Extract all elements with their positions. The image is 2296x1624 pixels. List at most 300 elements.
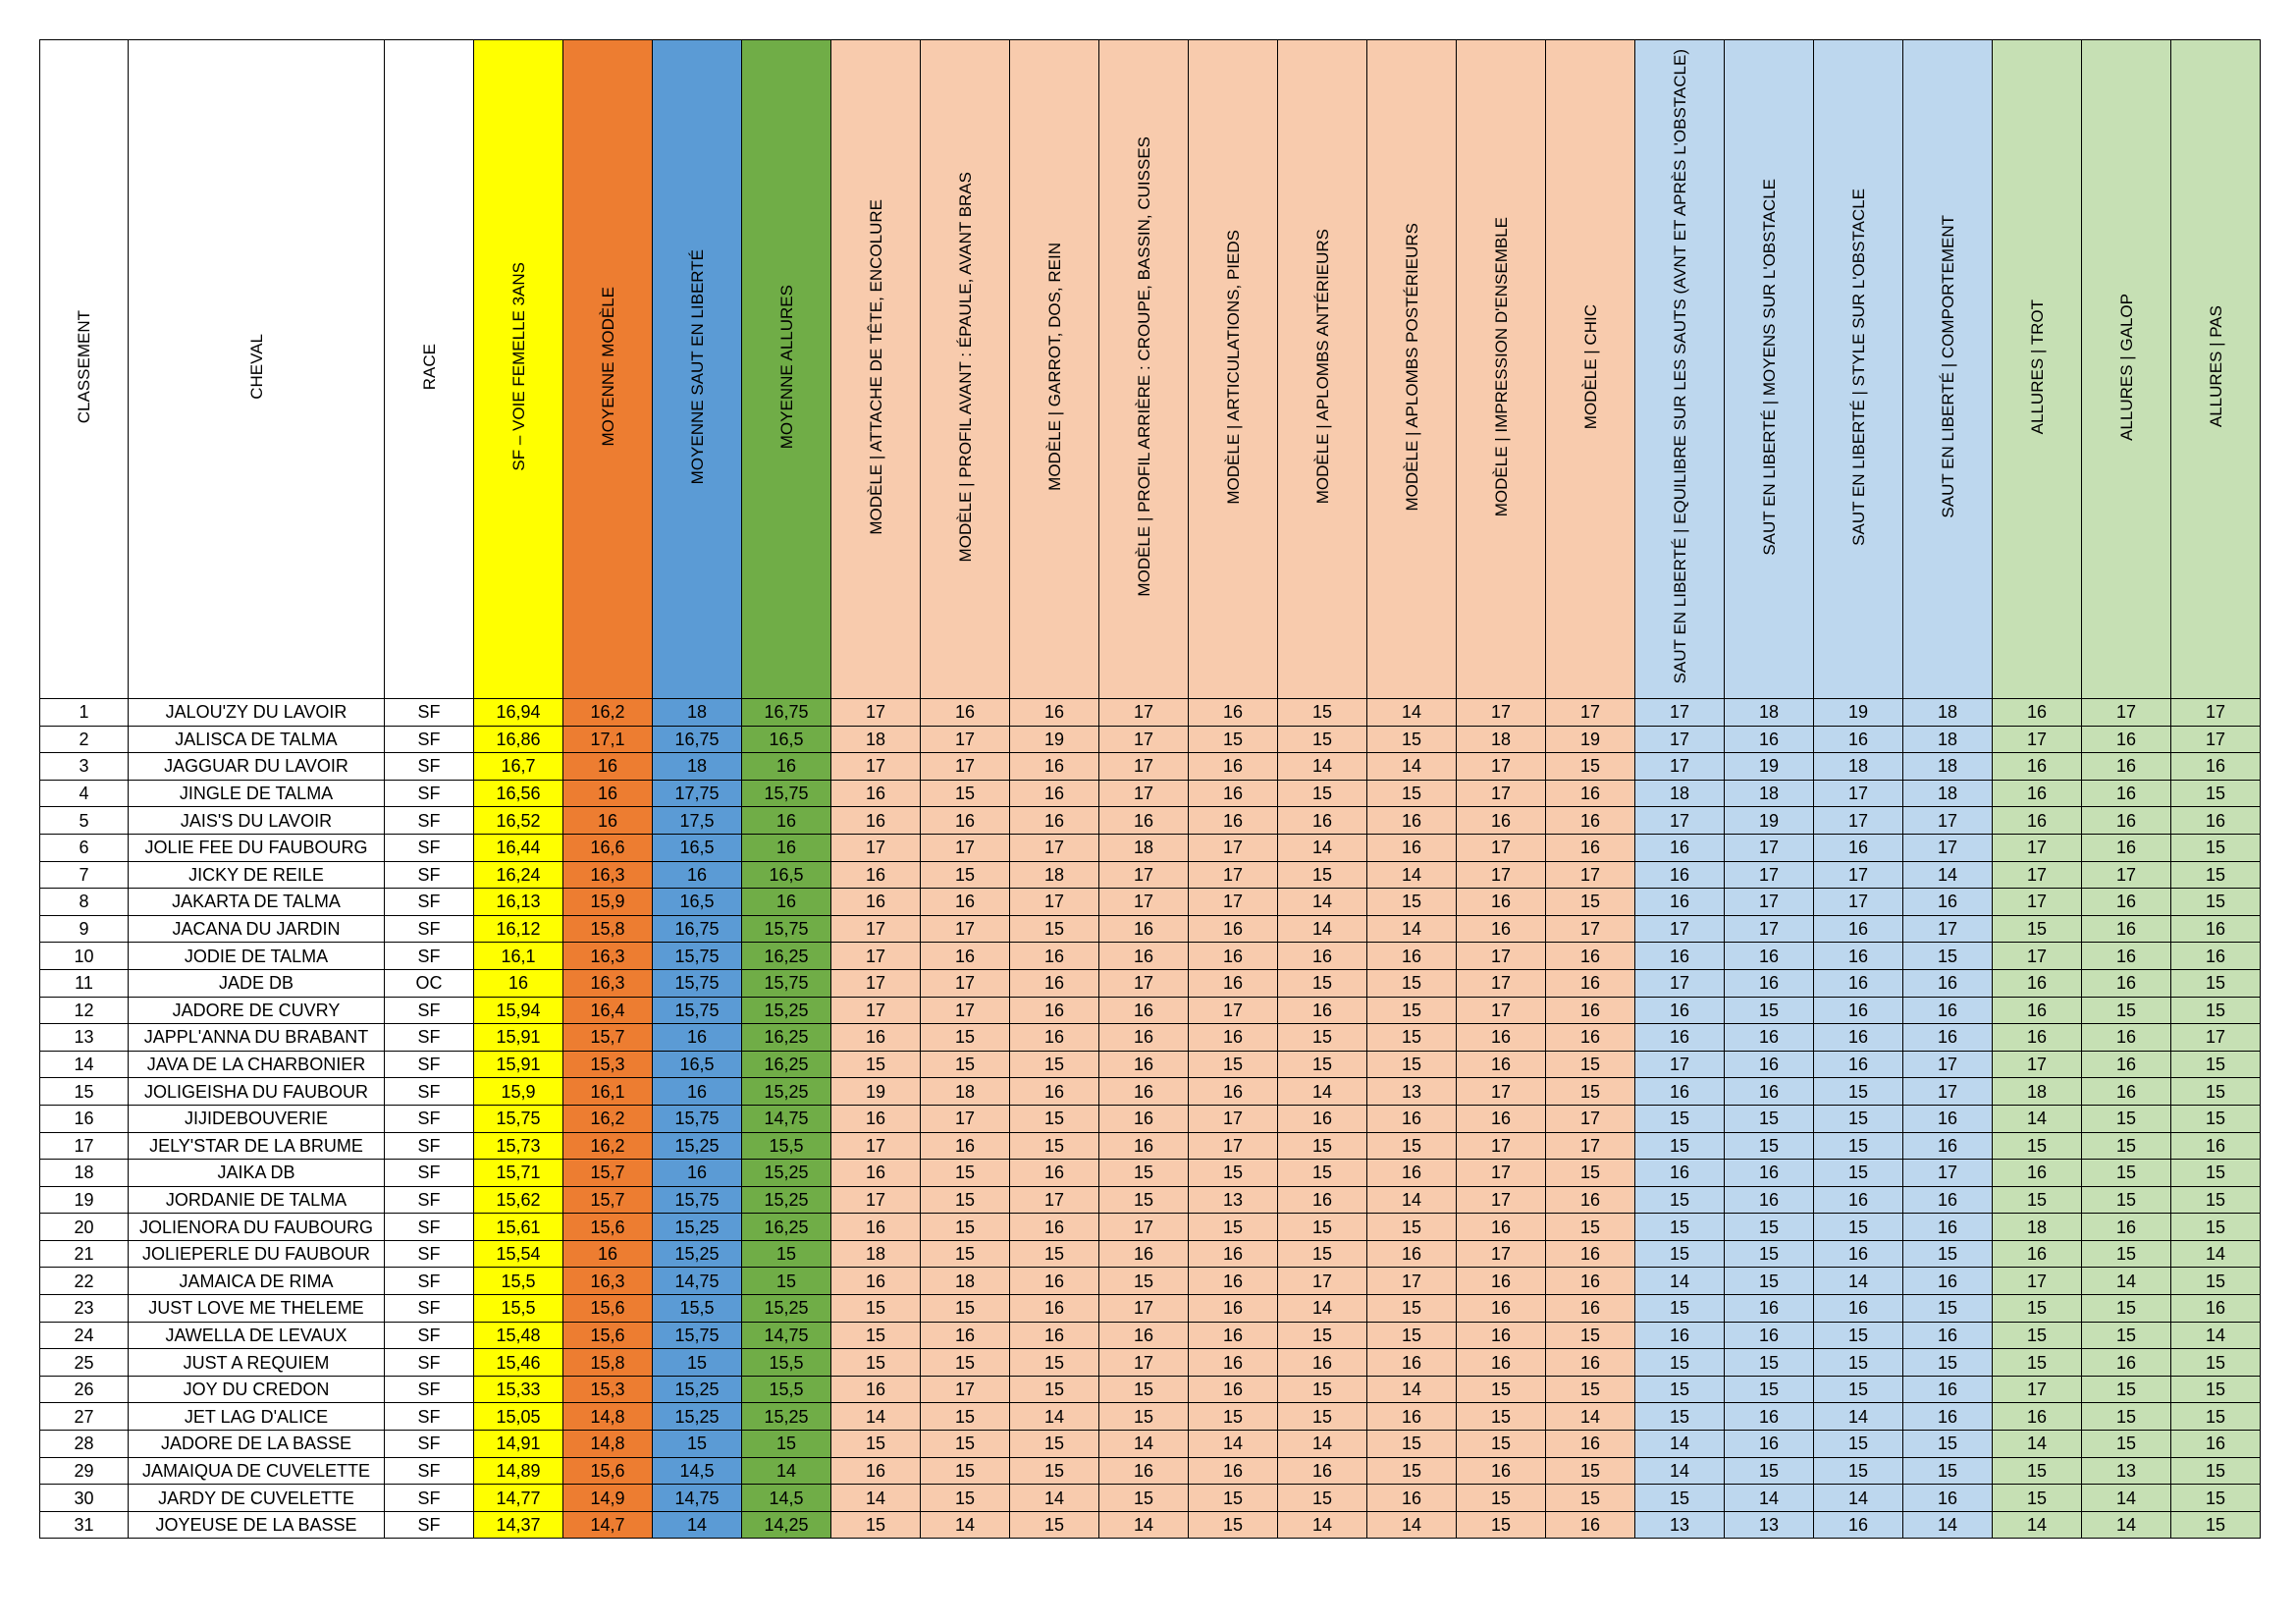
table-cell: 16 [1189,943,1278,970]
table-cell: 16 [1546,943,1635,970]
horse-name-cell: JOY DU CREDON [129,1376,385,1403]
column-header [1546,40,1635,699]
table-cell: 15,25 [742,1403,831,1431]
table-cell: 14 [1725,1485,1814,1512]
table-row [40,780,2261,807]
table-row [40,1322,2261,1349]
table-row [40,1511,2261,1539]
horse-name-cell: JALOU'ZY DU LAVOIR [129,699,385,727]
table-cell: 16 [1903,1105,1993,1132]
table-cell: 14,77 [474,1485,563,1512]
table-cell: 15 [831,1431,921,1458]
rank-cell: 7 [40,861,129,889]
table-cell: 16 [831,1105,921,1132]
table-cell: 15 [742,1240,831,1268]
table-cell: 15 [1278,1132,1367,1160]
table-cell: 16 [1546,1024,1635,1052]
table-cell: SF [385,861,474,889]
table-cell: 16 [2082,807,2171,835]
table-cell: 15 [1903,1240,1993,1268]
table-cell: 19 [1725,753,1814,781]
table-cell: 17 [1903,834,1993,861]
table-cell: 16 [1725,1078,1814,1106]
table-cell: 16 [1725,1431,1814,1458]
column-header [474,40,563,699]
horse-name-cell: JUST A REQUIEM [129,1349,385,1377]
table-cell: 16 [1635,1160,1725,1187]
table-cell: 17 [1099,1349,1189,1377]
table-cell: 17 [921,969,1010,997]
table-row [40,1214,2261,1241]
table-cell: 15 [1635,1349,1725,1377]
table-cell: 15 [1546,1078,1635,1106]
table-cell: 15 [1635,1105,1725,1132]
table-cell: 15 [1367,969,1457,997]
table-cell: 17 [1010,889,1099,916]
table-cell: 16 [1189,1240,1278,1268]
table-cell: 18 [1903,699,1993,727]
table-cell: 15 [2171,1511,2261,1539]
table-cell: 16,75 [742,699,831,727]
horse-name-cell: JINGLE DE TALMA [129,780,385,807]
column-header-label: MODÈLE | CHIC [1580,303,1600,430]
table-cell: 16 [1635,997,1725,1024]
rank-cell: 12 [40,997,129,1024]
table-cell: 15 [1367,889,1457,916]
table-cell: 15 [921,1024,1010,1052]
table-cell: 15 [1278,1322,1367,1349]
table-cell: SF [385,1431,474,1458]
table-cell: 17 [1993,834,2082,861]
column-header-label: MOYENNE SAUT EN LIBERTÉ [687,248,707,485]
table-cell: 16 [1725,1051,1814,1078]
table-cell: 16 [1725,943,1814,970]
table-cell: 17 [1457,969,1546,997]
table-cell: SF [385,1186,474,1214]
table-cell: 15 [1099,1268,1189,1295]
table-cell: 15 [1367,997,1457,1024]
table-row [40,1078,2261,1106]
table-cell: 15 [742,1268,831,1295]
table-cell: 14,75 [653,1268,742,1295]
table-cell: 15 [2171,1051,2261,1078]
table-cell: 19 [1546,726,1635,753]
table-cell: 19 [1010,726,1099,753]
table-cell: 15 [1993,1485,2082,1512]
table-cell: 16 [1546,1349,1635,1377]
table-row [40,969,2261,997]
table-cell: 15 [2171,861,2261,889]
rank-cell: 25 [40,1349,129,1377]
table-cell: 16 [1278,997,1367,1024]
table-cell: 15 [1189,1511,1278,1539]
horse-name-cell: JELY'STAR DE LA BRUME [129,1132,385,1160]
column-header [1903,40,1993,699]
table-cell: 16 [1993,969,2082,997]
table-cell: 15,54 [474,1240,563,1268]
rank-cell: 27 [40,1403,129,1431]
table-cell: 16 [2082,1078,2171,1106]
table-cell: 18 [1993,1214,2082,1241]
table-cell: 17 [1099,753,1189,781]
table-cell: 16 [1099,1024,1189,1052]
table-cell: 16 [2082,1051,2171,1078]
table-cell: 15 [1278,1403,1367,1431]
horse-name-cell: JAPPL'ANNA DU BRABANT [129,1024,385,1052]
rank-cell: 8 [40,889,129,916]
column-header-label: SAUT EN LIBERTÉ | COMPORTEMENT [1938,215,1957,518]
table-cell: SF [385,1349,474,1377]
table-cell: 15 [1725,1457,1814,1485]
table-cell: 15 [1546,1376,1635,1403]
table-cell: 14 [921,1511,1010,1539]
table-cell: 14 [1993,1105,2082,1132]
table-cell: 18 [653,699,742,727]
table-cell: 16 [1725,1160,1814,1187]
table-cell: 16 [563,1240,653,1268]
table-cell: 15,75 [653,1105,742,1132]
table-cell: 16 [1546,1268,1635,1295]
table-cell: 14,37 [474,1511,563,1539]
table-cell: 16 [1099,1051,1189,1078]
table-cell: 16 [1814,1051,1903,1078]
table-cell: 18 [831,1240,921,1268]
table-cell: 16 [563,753,653,781]
table-cell: 16 [1010,1024,1099,1052]
table-cell: 15 [1278,780,1367,807]
table-cell: 15 [1814,1214,1903,1241]
horse-name-cell: JET LAG D'ALICE [129,1403,385,1431]
table-cell: 17 [1814,861,1903,889]
table-cell: 15,48 [474,1322,563,1349]
table-cell: 15,71 [474,1160,563,1187]
table-cell: 15,9 [563,889,653,916]
table-cell: 16 [921,1132,1010,1160]
table-cell: 17 [1814,807,1903,835]
table-cell: 15,25 [653,1132,742,1160]
table-cell: 17 [921,1105,1010,1132]
table-cell: 17 [921,997,1010,1024]
table-cell: 16 [1189,969,1278,997]
table-cell: SF [385,699,474,727]
table-cell: 16 [1099,997,1189,1024]
table-cell: 14 [1367,699,1457,727]
table-cell: 16 [1457,1457,1546,1485]
table-cell: 16 [831,1268,921,1295]
table-cell: 16 [1099,1240,1189,1268]
column-header [1457,40,1546,699]
table-cell: 15 [2082,1322,2171,1349]
table-cell: 15,5 [474,1295,563,1323]
horse-name-cell: JADORE DE CUVRY [129,997,385,1024]
table-cell: 17 [1903,915,1993,943]
column-header-label: ALLURES | TROT [2027,298,2047,435]
table-cell: 16 [1546,1186,1635,1214]
table-cell: 15 [2171,1214,2261,1241]
rank-cell: 22 [40,1268,129,1295]
horse-name-cell: JODIE DE TALMA [129,943,385,970]
horse-name-cell: JOLIENORA DU FAUBOURG [129,1214,385,1241]
table-cell: 16 [1457,1295,1546,1323]
table-cell: 16 [1725,726,1814,753]
table-cell: 16 [1457,1268,1546,1295]
results-table [39,39,2261,1539]
table-cell: 15 [1010,1457,1099,1485]
horse-name-cell: JOLIE FEE DU FAUBOURG [129,834,385,861]
table-cell: 16 [1010,943,1099,970]
table-cell: 14 [2171,1240,2261,1268]
table-cell: 18 [1725,699,1814,727]
table-cell: 17 [1099,699,1189,727]
column-header-label: SF – VOIE FEMELLE 3ANS [508,262,528,471]
table-cell: 16,13 [474,889,563,916]
table-cell: 15,91 [474,1051,563,1078]
table-cell: 16 [1993,753,2082,781]
table-cell: 15 [1278,861,1367,889]
table-cell: 17 [1457,1078,1546,1106]
table-cell: 16 [831,780,921,807]
table-cell: 17 [1189,1132,1278,1160]
rank-cell: 26 [40,1376,129,1403]
rank-cell: 3 [40,753,129,781]
table-cell: 16 [563,780,653,807]
table-cell: 15 [1725,997,1814,1024]
table-cell: 14 [1993,1431,2082,1458]
table-cell: 15 [1814,1078,1903,1106]
table-cell: 16 [1635,943,1725,970]
horse-name-cell: JOLIGEISHA DU FAUBOUR [129,1078,385,1106]
table-cell: 15 [1635,1376,1725,1403]
table-cell: 15 [831,1322,921,1349]
table-cell: 15,7 [563,1024,653,1052]
table-cell: 15 [1189,1160,1278,1187]
table-cell: 17 [1725,889,1814,916]
horse-name-cell: JAMAICA DE RIMA [129,1268,385,1295]
table-cell: 15,6 [563,1322,653,1349]
table-cell: 17 [1099,1214,1189,1241]
table-cell: 16 [1099,1132,1189,1160]
table-cell: 18 [1635,780,1725,807]
table-cell: 16 [1189,1322,1278,1349]
table-cell: 16 [1278,943,1367,970]
table-cell: 16 [1546,997,1635,1024]
table-cell: 17,1 [563,726,653,753]
table-cell: 15 [921,1160,1010,1187]
table-cell: 15,5 [742,1349,831,1377]
table-cell: 15 [831,1295,921,1323]
table-cell: 17 [1635,807,1725,835]
table-cell: 15,61 [474,1214,563,1241]
table-cell: 16 [1725,1322,1814,1349]
header-row [40,40,2261,699]
table-cell: SF [385,1376,474,1403]
table-cell: 15,3 [563,1051,653,1078]
table-cell: 15 [1814,1322,1903,1349]
table-cell: 15,75 [653,1322,742,1349]
table-row [40,1349,2261,1377]
table-row [40,1240,2261,1268]
rank-cell: 20 [40,1214,129,1241]
table-cell: 16 [1903,1186,1993,1214]
table-cell: 17 [2082,699,2171,727]
column-header-label: ALLURES | GALOP [2116,293,2136,441]
table-cell: 16,1 [474,943,563,970]
table-cell: 16 [1635,1024,1725,1052]
table-cell: 17 [1099,969,1189,997]
table-cell: 17 [831,1186,921,1214]
table-cell: 14,75 [742,1322,831,1349]
column-header [1278,40,1367,699]
table-cell: 16 [1010,1214,1099,1241]
table-cell: 16,5 [653,834,742,861]
table-cell: SF [385,1240,474,1268]
table-cell: 15 [2082,1160,2171,1187]
table-cell: 16 [1010,807,1099,835]
column-header-label: MODÈLE | APLOMBS POSTÉRIEURS [1402,222,1421,512]
table-cell: 15 [1903,1457,1993,1485]
table-cell: 16 [1367,1349,1457,1377]
table-cell: 15,75 [653,1186,742,1214]
table-cell: 16 [831,1024,921,1052]
table-row [40,1403,2261,1431]
table-cell: 16,5 [653,1051,742,1078]
table-row [40,807,2261,835]
table-cell: 16 [2171,753,2261,781]
table-cell: 16 [1993,1240,2082,1268]
table-cell: 17 [1725,834,1814,861]
table-cell: 15 [1010,1105,1099,1132]
table-row [40,726,2261,753]
table-cell: 15 [921,1457,1010,1485]
table-cell: 15 [2171,1485,2261,1512]
table-cell: 17,75 [653,780,742,807]
table-cell: 15,33 [474,1376,563,1403]
table-cell: 16 [2171,1132,2261,1160]
table-cell: 15 [1367,1295,1457,1323]
table-cell: 17 [1725,915,1814,943]
table-cell: 16,5 [653,889,742,916]
column-header-label: SAUT EN LIBERTÉ | STYLE SUR L'OBSTACLE [1848,188,1868,546]
horse-name-cell: JIJIDEBOUVERIE [129,1105,385,1132]
table-cell: 14,89 [474,1457,563,1485]
table-cell: 18 [1457,726,1546,753]
table-cell: 14 [1278,834,1367,861]
rank-cell: 14 [40,1051,129,1078]
horse-name-cell: JOYEUSE DE LA BASSE [129,1511,385,1539]
table-cell: 15,5 [653,1295,742,1323]
table-cell: 14 [831,1403,921,1431]
table-cell: 15 [2082,1240,2171,1268]
rank-cell: 10 [40,943,129,970]
table-cell: 16 [1903,1322,1993,1349]
table-cell: 17 [1546,699,1635,727]
table-cell: 16 [921,943,1010,970]
table-cell: 17 [1099,726,1189,753]
column-header [1010,40,1099,699]
table-cell: 16,25 [742,1051,831,1078]
table-cell: 15 [1278,1024,1367,1052]
column-header-label: MODÈLE | PROFIL AVANT : ÉPAULE, AVANT BRAS [955,171,975,563]
column-header [1814,40,1903,699]
table-cell: 17 [921,834,1010,861]
table-row [40,753,2261,781]
rank-cell: 19 [40,1186,129,1214]
table-cell: 16 [1010,1268,1099,1295]
table-cell: 15,75 [742,915,831,943]
table-cell: SF [385,943,474,970]
column-header-label: MOYENNE ALLURES [776,284,796,450]
table-cell: 15,62 [474,1186,563,1214]
table-cell: 16 [1367,1240,1457,1268]
table-cell: 16 [1099,1322,1189,1349]
column-header-label: ALLURES | PAS [2206,305,2225,428]
table-cell: 16 [1189,1024,1278,1052]
table-cell: 15 [1635,1132,1725,1160]
table-cell: 17 [1993,943,2082,970]
column-header [2171,40,2261,699]
table-cell: 16,75 [653,915,742,943]
column-header-label: RACE [419,343,439,391]
table-cell: 15 [1993,915,2082,943]
table-cell: 17 [1903,1051,1993,1078]
table-cell: 15 [1367,780,1457,807]
table-cell: 15 [921,1214,1010,1241]
horse-name-cell: JAIKA DB [129,1160,385,1187]
table-cell: 17 [921,915,1010,943]
table-cell: 17 [1993,1376,2082,1403]
table-cell: 16 [1993,997,2082,1024]
table-cell: 15 [1725,1349,1814,1377]
table-cell: 15,75 [742,780,831,807]
table-cell: 15 [1725,1132,1814,1160]
table-cell: 16 [1099,807,1189,835]
table-cell: 15 [2082,1376,2171,1403]
table-cell: 16 [1546,969,1635,997]
table-cell: 15 [2082,1105,2171,1132]
table-cell: 15,25 [653,1214,742,1241]
table-cell: 15,73 [474,1132,563,1160]
horse-name-cell: JAWELLA DE LEVAUX [129,1322,385,1349]
table-cell: 14 [1546,1403,1635,1431]
table-cell: 15 [742,1431,831,1458]
table-cell: 15 [1725,1268,1814,1295]
table-cell: 15 [1725,1214,1814,1241]
table-cell: 15 [1725,1376,1814,1403]
table-cell: 17 [1457,1240,1546,1268]
table-cell: 16 [1903,1485,1993,1512]
table-cell: 15 [1725,1240,1814,1268]
table-cell: 15 [1010,1376,1099,1403]
table-cell: 15 [1725,1105,1814,1132]
table-cell: 16 [1367,807,1457,835]
table-cell: 16 [1814,997,1903,1024]
table-cell: 16 [1189,1349,1278,1377]
table-cell: 19 [831,1078,921,1106]
table-cell: 16 [1010,780,1099,807]
table-cell: 15 [2171,889,2261,916]
table-cell: 15 [653,1349,742,1377]
table-cell: 15,9 [474,1078,563,1106]
table-cell: 16 [1189,780,1278,807]
table-cell: 15 [1189,726,1278,753]
table-cell: 18 [1725,780,1814,807]
table-cell: 17 [1993,726,2082,753]
table-cell: 16 [1903,1214,1993,1241]
table-cell: 16 [1814,1186,1903,1214]
table-cell: 16 [474,969,563,997]
table-cell: 16 [1546,834,1635,861]
table-cell: 16 [1367,943,1457,970]
